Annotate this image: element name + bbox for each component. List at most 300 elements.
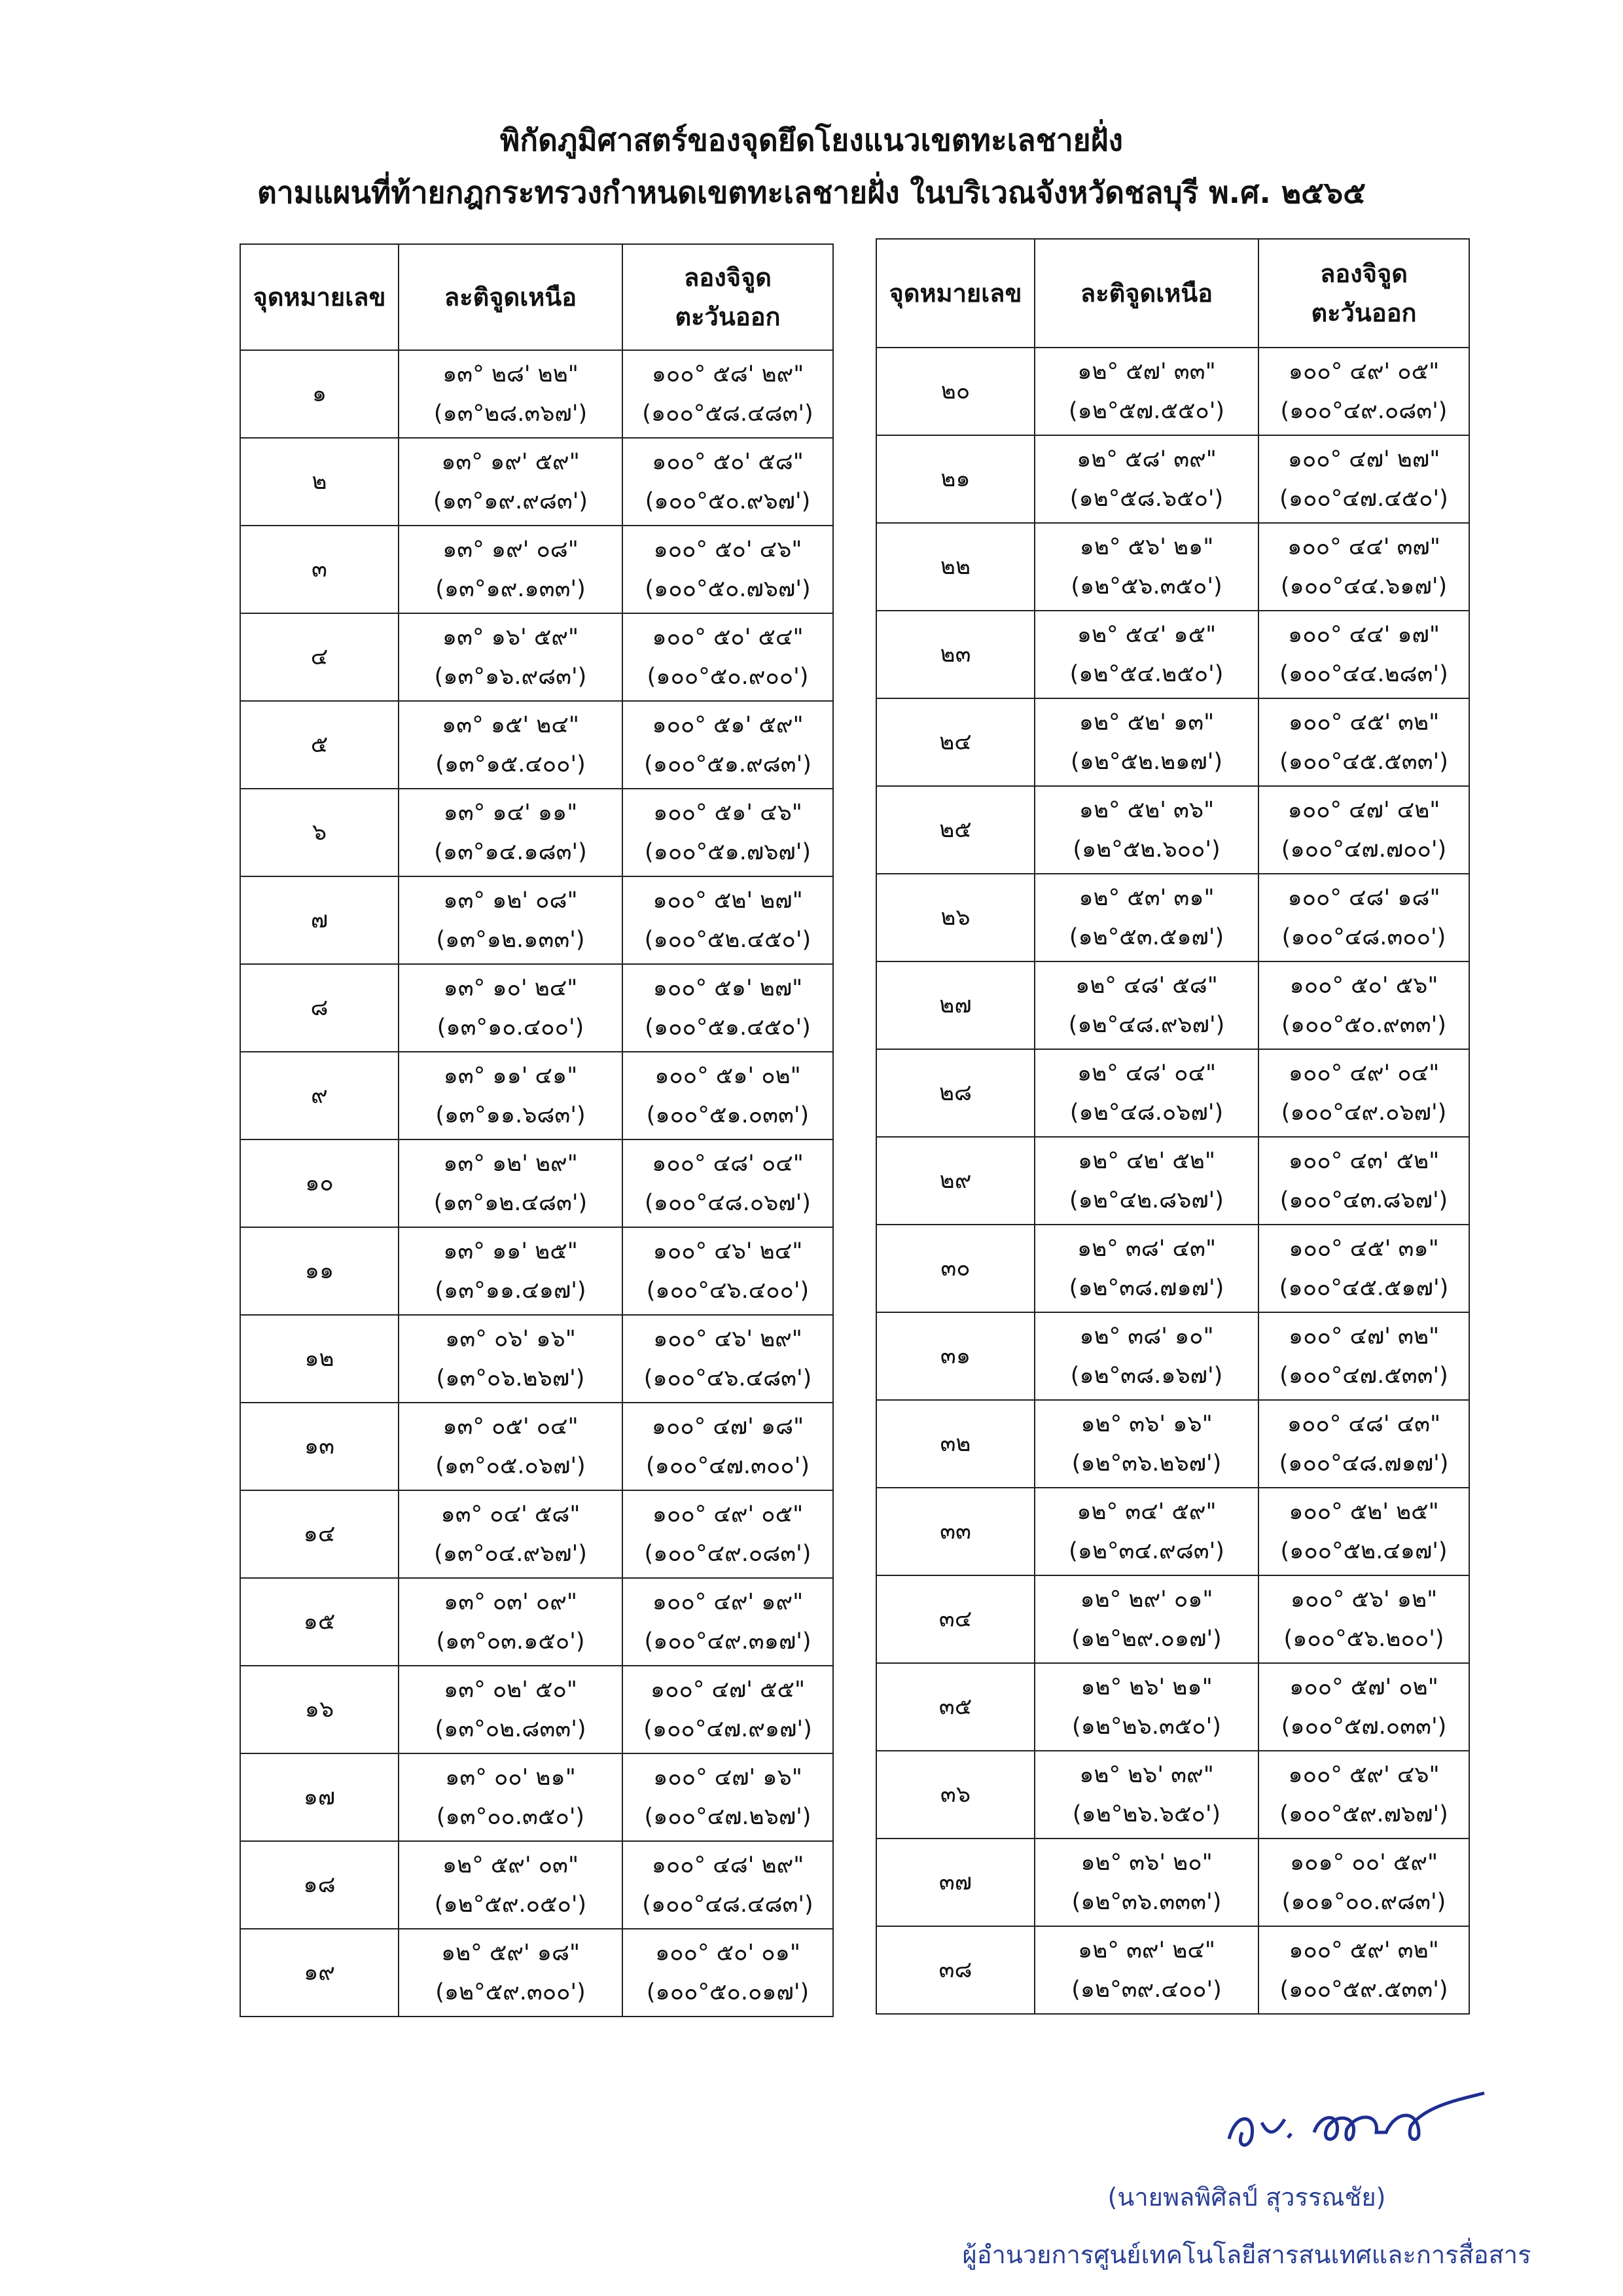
latitude-decimal-minutes: (๑๓°๐๖.๒๖๗') <box>436 1365 585 1391</box>
table-row <box>240 1227 833 1315</box>
table-row <box>876 1400 1469 1488</box>
longitude-cell <box>622 438 833 526</box>
longitude-dms: ๑๐๐° ๕๑' ๕๙" <box>652 712 804 738</box>
longitude-cell <box>1258 1312 1469 1400</box>
latitude-cell <box>1035 1751 1258 1839</box>
longitude-cell <box>622 350 833 438</box>
longitude-dms: ๑๐๐° ๕๖' ๑๒" <box>1290 1587 1438 1613</box>
table-row <box>876 961 1469 1049</box>
point-number-cell: ๑ <box>240 350 399 438</box>
latitude-dms: ๑๓° ๑๒' ๒๙" <box>443 1151 578 1177</box>
table-row <box>240 701 833 789</box>
longitude-dms: ๑๐๐° ๔๖' ๒๔" <box>652 1238 803 1265</box>
latitude-cell <box>1035 1225 1258 1312</box>
latitude-decimal-minutes: (๑๓°๑๐.๔๐๐') <box>437 1014 584 1041</box>
point-number-cell: ๑๘ <box>240 1841 399 1929</box>
point-number-cell: ๒๒ <box>876 523 1035 611</box>
latitude-cell <box>399 876 622 964</box>
longitude-dms: ๑๐๐° ๔๘' ๒๙" <box>651 1852 804 1878</box>
latitude-dms: ๑๒° ๓๔' ๕๙" <box>1077 1499 1217 1525</box>
header-latitude: ละติจูดเหนือ <box>1035 239 1258 348</box>
longitude-cell <box>622 613 833 701</box>
latitude-cell <box>399 438 622 526</box>
latitude-cell <box>1035 1137 1258 1225</box>
point-number-cell: ๑๓ <box>240 1403 399 1490</box>
longitude-cell <box>622 876 833 964</box>
latitude-cell <box>1035 1663 1258 1751</box>
latitude-dms: ๑๒° ๓๖' ๒๐" <box>1080 1850 1213 1876</box>
longitude-dms: ๑๐๐° ๔๓' ๕๒" <box>1288 1148 1440 1174</box>
latitude-dms: ๑๒° ๔๒' ๕๒" <box>1078 1148 1215 1174</box>
table-row <box>240 876 833 964</box>
longitude-cell <box>1258 1575 1469 1663</box>
longitude-cell <box>1258 1049 1469 1137</box>
longitude-dms: ๑๐๐° ๕๐' ๕๖" <box>1289 973 1438 999</box>
latitude-dms: ๑๒° ๕๙' ๐๓" <box>442 1852 579 1878</box>
table-row <box>240 1753 833 1841</box>
longitude-cell <box>1258 348 1469 435</box>
longitude-decimal-minutes: (๑๐๐°๔๔.๖๑๗') <box>1280 573 1448 600</box>
longitude-decimal-minutes: (๑๐๐°๕๑.๔๕๐') <box>645 1014 811 1041</box>
point-number-cell: ๑๔ <box>240 1490 399 1578</box>
longitude-decimal-minutes: (๑๐๐°๕๒.๔๑๗') <box>1280 1538 1448 1564</box>
table-row <box>876 786 1469 874</box>
point-number-cell: ๓๘ <box>876 1926 1035 2014</box>
longitude-decimal-minutes: (๑๐๐°๔๗.๙๑๗') <box>643 1716 812 1742</box>
longitude-dms: ๑๐๐° ๕๐' ๐๑" <box>655 1940 800 1966</box>
coordinates-table-left <box>240 243 834 2017</box>
longitude-dms: ๑๐๐° ๕๑' ๔๖" <box>653 800 802 826</box>
latitude-dms: ๑๓° ๑๔' ๑๑" <box>443 800 578 826</box>
longitude-decimal-minutes: (๑๐๐°๔๘.๗๑๗') <box>1279 1450 1449 1477</box>
longitude-decimal-minutes: (๑๐๐°๔๙.๐๘๓') <box>644 1541 812 1567</box>
latitude-decimal-minutes: (๑๓°๑๑.๔๑๗') <box>435 1278 586 1304</box>
longitude-decimal-minutes: (๑๐๐°๔๕.๕๓๓') <box>1279 749 1448 775</box>
longitude-decimal-minutes: (๑๐๐°๔๓.๘๖๗') <box>1279 1187 1448 1213</box>
latitude-dms: ๑๓° ๐๒' ๕๐" <box>444 1677 577 1703</box>
longitude-decimal-minutes: (๑๐๐°๕๗.๐๓๓') <box>1281 1713 1447 1740</box>
latitude-decimal-minutes: (๑๓°๒๘.๓๖๗') <box>433 401 588 427</box>
longitude-cell <box>1258 1137 1469 1225</box>
point-number-cell: ๖ <box>240 789 399 876</box>
header-longitude <box>622 244 833 350</box>
longitude-dms: ๑๐๐° ๔๘' ๐๔" <box>652 1151 804 1177</box>
latitude-decimal-minutes: (๑๓°๑๒.๔๘๓') <box>433 1190 588 1216</box>
longitude-dms: ๑๐๐° ๔๖' ๒๙" <box>653 1326 802 1352</box>
longitude-decimal-minutes: (๑๐๐°๔๖.๔๐๐') <box>646 1278 810 1304</box>
longitude-cell <box>622 1139 833 1227</box>
latitude-cell <box>1035 786 1258 874</box>
latitude-cell <box>1035 1049 1258 1137</box>
table-row <box>876 1751 1469 1839</box>
point-number-cell: ๓๖ <box>876 1751 1035 1839</box>
table-row <box>876 1839 1469 1926</box>
longitude-cell <box>1258 1225 1469 1312</box>
longitude-dms: ๑๐๐° ๕๐' ๕๘" <box>652 449 804 475</box>
table-row <box>240 1929 833 2017</box>
latitude-dms: ๑๒° ๕๘' ๓๙" <box>1077 446 1217 473</box>
point-number-cell: ๑๙ <box>240 1929 399 2017</box>
longitude-cell <box>622 701 833 789</box>
latitude-dms: ๑๒° ๕๔' ๑๕" <box>1077 622 1217 648</box>
longitude-decimal-minutes: (๑๐๐°๔๘.๔๘๓') <box>642 1892 813 1918</box>
latitude-dms: ๑๓° ๑๙' ๐๘" <box>442 537 579 563</box>
longitude-dms: ๑๐๐° ๔๔' ๓๗" <box>1287 534 1440 560</box>
longitude-dms: ๑๐๐° ๔๕' ๓๒" <box>1288 709 1440 736</box>
longitude-dms: ๑๐๐° ๔๕' ๓๑" <box>1289 1236 1439 1262</box>
table-header-row <box>240 244 833 350</box>
table-row <box>876 435 1469 523</box>
latitude-dms: ๑๓° ๐๔' ๕๘" <box>440 1501 580 1528</box>
latitude-decimal-minutes: (๑๒°๓๔.๙๘๓') <box>1069 1538 1224 1564</box>
latitude-cell <box>399 1403 622 1490</box>
signature-scribble <box>1222 2087 1497 2159</box>
point-number-cell: ๓๑ <box>876 1312 1035 1400</box>
latitude-cell <box>1035 1400 1258 1488</box>
longitude-decimal-minutes: (๑๐๐°๕๐.๙๖๗') <box>645 488 811 514</box>
table-row <box>876 1049 1469 1137</box>
latitude-dms: ๑๒° ๕๗' ๓๓" <box>1077 359 1216 385</box>
latitude-cell <box>1035 874 1258 961</box>
latitude-decimal-minutes: (๑๒°๕๖.๓๕๐') <box>1071 573 1222 600</box>
latitude-cell <box>1035 523 1258 611</box>
longitude-dms: ๑๐๐° ๔๗' ๒๗" <box>1287 446 1440 473</box>
longitude-cell <box>1258 1926 1469 2014</box>
latitude-cell <box>1035 961 1258 1049</box>
header-longitude-line1: ลองจิจูด <box>1320 259 1408 288</box>
table-row <box>240 964 833 1052</box>
latitude-dms: ๑๓° ๑๒' ๐๘" <box>443 888 578 914</box>
table-row <box>240 1403 833 1490</box>
longitude-cell <box>622 1490 833 1578</box>
latitude-cell <box>399 1753 622 1841</box>
point-number-cell: ๒๐ <box>876 348 1035 435</box>
latitude-cell <box>399 1227 622 1315</box>
longitude-decimal-minutes: (๑๐๐°๕๐.๐๑๗') <box>646 1979 810 2005</box>
longitude-cell <box>1258 523 1469 611</box>
longitude-decimal-minutes: (๑๐๐°๔๗.๔๕๐') <box>1279 486 1448 512</box>
latitude-decimal-minutes: (๑๓°๐๔.๙๖๗') <box>434 1541 587 1567</box>
longitude-dms: ๑๐๐° ๕๐' ๔๖" <box>653 537 802 563</box>
longitude-dms: ๑๐๐° ๕๒' ๒๕" <box>1289 1499 1439 1525</box>
point-number-cell: ๒๘ <box>876 1049 1035 1137</box>
latitude-dms: ๑๒° ๕๓' ๓๑" <box>1079 885 1215 911</box>
latitude-dms: ๑๒° ๓๘' ๔๓" <box>1077 1236 1217 1262</box>
latitude-decimal-minutes: (๑๒°๒๖.๖๕๐') <box>1072 1801 1221 1827</box>
latitude-dms: ๑๓° ๑๙' ๕๙" <box>441 449 580 475</box>
latitude-decimal-minutes: (๑๓°๑๔.๑๘๓') <box>434 839 587 865</box>
table-row <box>240 789 833 876</box>
longitude-dms: ๑๐๐° ๔๗' ๑๖" <box>653 1765 802 1791</box>
table-row <box>240 1315 833 1403</box>
header-longitude-line2: ตะวันออก <box>675 302 781 331</box>
longitude-decimal-minutes: (๑๐๐°๔๗.๒๖๗') <box>644 1804 812 1830</box>
longitude-cell <box>622 789 833 876</box>
point-number-cell: ๒๖ <box>876 874 1035 961</box>
point-number-cell: ๑๗ <box>240 1753 399 1841</box>
longitude-dms: ๑๐๐° ๕๐' ๕๔" <box>652 624 804 651</box>
header-longitude-line2: ตะวันออก <box>1311 298 1417 327</box>
point-number-cell: ๓๐ <box>876 1225 1035 1312</box>
longitude-dms: ๑๐๐° ๔๗' ๓๒" <box>1288 1323 1440 1350</box>
longitude-dms: ๑๐๐° ๔๙' ๐๕" <box>1288 359 1440 385</box>
latitude-dms: ๑๒° ๒๖' ๓๙" <box>1079 1762 1214 1788</box>
point-number-cell: ๕ <box>240 701 399 789</box>
document-title-line2: ตามแผนที่ท้ายกฎกระทรวงกำหนดเขตทะเลชายฝั่ง ในบริเวณจังหวัดชลบุรี พ.ศ. ๒๕๖๕ <box>257 175 1366 210</box>
point-number-cell: ๑๒ <box>240 1315 399 1403</box>
longitude-decimal-minutes: (๑๐๐°๔๘.๐๖๗') <box>645 1190 811 1216</box>
table-row <box>240 1139 833 1227</box>
table-row <box>876 1663 1469 1751</box>
longitude-decimal-minutes: (๑๐๐°๕๘.๔๘๓') <box>642 401 813 427</box>
latitude-cell <box>399 964 622 1052</box>
point-number-cell: ๔ <box>240 613 399 701</box>
latitude-decimal-minutes: (๑๒°๕๓.๕๑๗') <box>1069 924 1224 950</box>
longitude-decimal-minutes: (๑๐๐°๕๑.๙๘๓') <box>644 751 812 778</box>
latitude-dms: ๑๒° ๔๘' ๐๔" <box>1077 1060 1217 1086</box>
longitude-decimal-minutes: (๑๐๐°๕๐.๙๐๐') <box>647 664 809 690</box>
longitude-cell <box>1258 786 1469 874</box>
header-longitude-line1: ลองจิจูด <box>684 263 772 292</box>
latitude-cell <box>1035 1488 1258 1575</box>
latitude-cell <box>399 789 622 876</box>
latitude-decimal-minutes: (๑๓°๐๕.๐๖๗') <box>435 1453 586 1479</box>
latitude-cell <box>1035 611 1258 698</box>
longitude-dms: ๑๐๐° ๕๙' ๔๖" <box>1288 1762 1440 1788</box>
latitude-decimal-minutes: (๑๒°๓๙.๔๐๐') <box>1071 1977 1222 2003</box>
point-number-cell: ๑๕ <box>240 1578 399 1666</box>
longitude-dms: ๑๐๐° ๕๑' ๐๒" <box>654 1063 801 1089</box>
longitude-decimal-minutes: (๑๐๐°๕๑.๐๓๓') <box>646 1102 810 1128</box>
table-row <box>240 1578 833 1666</box>
latitude-decimal-minutes: (๑๓°๑๕.๔๐๐') <box>435 751 586 778</box>
latitude-cell <box>399 1841 622 1929</box>
latitude-decimal-minutes: (๑๓°๑๖.๙๘๓') <box>434 664 587 690</box>
latitude-decimal-minutes: (๑๓°๐๓.๑๕๐') <box>436 1628 585 1655</box>
longitude-dms: ๑๐๐° ๔๘' ๔๓" <box>1287 1411 1441 1437</box>
table-header-row <box>876 239 1469 348</box>
latitude-dms: ๑๓° ๐๖' ๑๖" <box>445 1326 576 1352</box>
table-row <box>240 1490 833 1578</box>
latitude-dms: ๑๒° ๔๘' ๕๘" <box>1075 973 1218 999</box>
latitude-cell <box>1035 1312 1258 1400</box>
longitude-dms: ๑๐๐° ๕๑' ๒๗" <box>652 975 803 1001</box>
longitude-cell <box>622 1929 833 2017</box>
table-row <box>876 1312 1469 1400</box>
longitude-dms: ๑๐๑° ๐๐' ๕๙" <box>1289 1850 1438 1876</box>
latitude-cell <box>399 1929 622 2017</box>
latitude-decimal-minutes: (๑๒°๒๙.๐๑๗') <box>1071 1626 1222 1652</box>
longitude-dms: ๑๐๐° ๔๗' ๔๒" <box>1287 797 1440 823</box>
header-point-number: จุดหมายเลข <box>876 239 1035 348</box>
latitude-cell <box>399 526 622 613</box>
latitude-decimal-minutes: (๑๒°๓๖.๒๖๗') <box>1071 1450 1222 1477</box>
latitude-decimal-minutes: (๑๒°๕๘.๖๕๐') <box>1069 486 1224 512</box>
longitude-decimal-minutes: (๑๐๐°๔๗.๓๐๐') <box>646 1453 810 1479</box>
longitude-decimal-minutes: (๑๐๐°๔๔.๒๘๓') <box>1279 661 1448 687</box>
longitude-decimal-minutes: (๑๐๐°๕๑.๗๖๗') <box>644 839 812 865</box>
table-row <box>876 523 1469 611</box>
longitude-decimal-minutes: (๑๐๐°๔๙.๐๖๗') <box>1281 1100 1447 1126</box>
table-row <box>876 611 1469 698</box>
point-number-cell: ๑๑ <box>240 1227 399 1315</box>
latitude-cell <box>1035 1839 1258 1926</box>
table-row <box>876 1575 1469 1663</box>
table-row <box>240 350 833 438</box>
latitude-decimal-minutes: (๑๓°๑๒.๑๓๓') <box>436 927 585 953</box>
longitude-cell <box>622 1841 833 1929</box>
latitude-decimal-minutes: (๑๓°๐๒.๘๓๓') <box>435 1716 586 1742</box>
longitude-dms: ๑๐๐° ๔๗' ๕๕" <box>650 1677 806 1703</box>
point-number-cell: ๓๕ <box>876 1663 1035 1751</box>
latitude-cell <box>399 1315 622 1403</box>
longitude-dms: ๑๐๐° ๕๙' ๓๒" <box>1289 1937 1439 1964</box>
latitude-dms: ๑๒° ๕๖' ๒๑" <box>1079 534 1214 560</box>
latitude-decimal-minutes: (๑๒°๕๒.๒๑๗') <box>1070 749 1222 775</box>
longitude-dms: ๑๐๐° ๔๙' ๐๔" <box>1288 1060 1440 1086</box>
longitude-cell <box>622 964 833 1052</box>
point-number-cell: ๑๖ <box>240 1666 399 1753</box>
longitude-decimal-minutes: (๑๐๐°๕๙.๕๓๓') <box>1279 1977 1448 2003</box>
point-number-cell: ๗ <box>240 876 399 964</box>
longitude-cell <box>1258 1400 1469 1488</box>
longitude-dms: ๑๐๐° ๕๘' ๒๙" <box>651 361 804 387</box>
latitude-decimal-minutes: (๑๒°๕๔.๒๕๐') <box>1069 661 1224 687</box>
latitude-decimal-minutes: (๑๓°๑๑.๖๘๓') <box>435 1102 586 1128</box>
longitude-cell <box>1258 1839 1469 1926</box>
latitude-cell <box>399 613 622 701</box>
longitude-decimal-minutes: (๑๐๐°๔๙.๓๑๗') <box>644 1628 812 1655</box>
latitude-cell <box>399 1666 622 1753</box>
point-number-cell: ๒ <box>240 438 399 526</box>
longitude-cell <box>1258 874 1469 961</box>
latitude-cell <box>1035 1926 1258 2014</box>
latitude-decimal-minutes: (๑๒°๓๘.๑๖๗') <box>1070 1363 1223 1389</box>
latitude-dms: ๑๓° ๒๘' ๒๒" <box>442 361 579 387</box>
latitude-decimal-minutes: (๑๒°๓๖.๓๓๓') <box>1071 1889 1222 1915</box>
latitude-dms: ๑๒° ๕๙' ๑๘" <box>440 1940 580 1966</box>
table-body-right <box>876 348 1469 2014</box>
longitude-cell <box>622 1315 833 1403</box>
longitude-decimal-minutes: (๑๐๐°๔๖.๔๘๓') <box>643 1365 812 1391</box>
coordinates-table-right <box>876 238 1470 2015</box>
longitude-decimal-minutes: (๑๐๐°๔๗.๗๐๐') <box>1281 836 1447 863</box>
longitude-decimal-minutes: (๑๐๐°๕๐.๗๖๗') <box>645 576 811 602</box>
latitude-decimal-minutes: (๑๒°๕๙.๓๐๐') <box>435 1979 586 2005</box>
latitude-decimal-minutes: (๑๒°๔๘.๙๖๗') <box>1068 1012 1225 1038</box>
latitude-decimal-minutes: (๑๓°๑๙.๑๓๓') <box>435 576 586 602</box>
latitude-cell <box>399 1578 622 1666</box>
latitude-dms: ๑๒° ๓๙' ๒๔" <box>1078 1937 1215 1964</box>
longitude-dms: ๑๐๐° ๔๙' ๑๙" <box>652 1589 804 1615</box>
latitude-dms: ๑๓° ๑๑' ๒๕" <box>443 1238 578 1265</box>
latitude-dms: ๑๒° ๕๒' ๑๓" <box>1079 709 1215 736</box>
table-row <box>240 1666 833 1753</box>
point-number-cell: ๙ <box>240 1052 399 1139</box>
longitude-cell <box>622 1666 833 1753</box>
longitude-cell <box>1258 698 1469 786</box>
signatory-name: (นายพลพิศิลป์ สุวรรณชัย) <box>1107 2183 1386 2212</box>
longitude-cell <box>1258 961 1469 1049</box>
point-number-cell: ๘ <box>240 964 399 1052</box>
table-row <box>240 1052 833 1139</box>
longitude-cell <box>622 1403 833 1490</box>
latitude-cell <box>399 1052 622 1139</box>
longitude-cell <box>622 526 833 613</box>
latitude-dms: ๑๓° ๑๐' ๒๔" <box>443 975 578 1001</box>
latitude-dms: ๑๒° ๕๒' ๓๖" <box>1079 797 1215 823</box>
latitude-cell <box>1035 348 1258 435</box>
latitude-dms: ๑๓° ๑๑' ๔๑" <box>443 1063 578 1089</box>
latitude-decimal-minutes: (๑๒°๕๒.๖๐๐') <box>1073 836 1221 863</box>
longitude-dms: ๑๐๐° ๔๔' ๑๗" <box>1288 622 1440 648</box>
table-body-left <box>240 350 833 2017</box>
signatory-position: ผู้อำนวยการศูนย์เทคโนโลยีสารสนเทศและการสื่อสาร <box>962 2240 1531 2269</box>
latitude-dms: ๑๓° ๑๖' ๕๙" <box>442 624 579 651</box>
latitude-cell <box>399 1490 622 1578</box>
table-row <box>240 438 833 526</box>
latitude-cell <box>1035 1575 1258 1663</box>
latitude-decimal-minutes: (๑๒°๔๒.๘๖๗') <box>1069 1187 1224 1213</box>
longitude-decimal-minutes: (๑๐๐°๔๙.๐๘๓') <box>1280 398 1448 424</box>
latitude-decimal-minutes: (๑๒°๓๘.๗๑๗') <box>1069 1275 1224 1301</box>
point-number-cell: ๑๐ <box>240 1139 399 1227</box>
table-row <box>876 1488 1469 1575</box>
latitude-dms: ๑๒° ๒๖' ๒๑" <box>1080 1674 1213 1700</box>
point-number-cell: ๒๓ <box>876 611 1035 698</box>
point-number-cell: ๓๓ <box>876 1488 1035 1575</box>
longitude-cell <box>1258 435 1469 523</box>
document-title-line1: พิกัดภูมิศาสตร์ของจุดยึดโยงแนวเขตทะเลชายฝั่ง <box>499 122 1123 158</box>
point-number-cell: ๓๗ <box>876 1839 1035 1926</box>
longitude-cell <box>1258 611 1469 698</box>
longitude-decimal-minutes: (๑๐๐°๕๙.๗๖๗') <box>1279 1801 1448 1827</box>
longitude-decimal-minutes: (๑๐๐°๔๗.๕๓๓') <box>1279 1363 1448 1389</box>
latitude-dms: ๑๓° ๐๕' ๐๔" <box>442 1414 579 1440</box>
longitude-cell <box>1258 1751 1469 1839</box>
longitude-cell <box>1258 1663 1469 1751</box>
latitude-cell <box>1035 435 1258 523</box>
longitude-dms: ๑๐๐° ๔๗' ๑๘" <box>651 1414 804 1440</box>
latitude-decimal-minutes: (๑๓°๑๙.๙๘๓') <box>433 488 588 514</box>
header-point-number: จุดหมายเลข <box>240 244 399 350</box>
latitude-decimal-minutes: (๑๒°๒๖.๓๕๐') <box>1072 1713 1221 1740</box>
latitude-decimal-minutes: (๑๓°๐๐.๓๕๐') <box>436 1804 585 1830</box>
longitude-dms: ๑๐๐° ๕๗' ๐๒" <box>1289 1674 1438 1700</box>
point-number-cell: ๒๙ <box>876 1137 1035 1225</box>
latitude-dms: ๑๓° ๑๕' ๒๔" <box>442 712 579 738</box>
longitude-cell <box>622 1753 833 1841</box>
latitude-cell <box>399 350 622 438</box>
point-number-cell: ๓๒ <box>876 1400 1035 1488</box>
latitude-dms: ๑๒° ๓๖' ๑๖" <box>1080 1411 1213 1437</box>
table-row <box>876 1926 1469 2014</box>
latitude-dms: ๑๓° ๐๓' ๐๙" <box>444 1589 577 1615</box>
latitude-decimal-minutes: (๑๒°๕๙.๐๕๐') <box>434 1892 587 1918</box>
longitude-decimal-minutes: (๑๐๐°๔๕.๕๑๗') <box>1279 1275 1449 1301</box>
longitude-dms: ๑๐๐° ๔๙' ๐๕" <box>652 1501 804 1528</box>
latitude-decimal-minutes: (๑๒°๔๘.๐๖๗') <box>1069 1100 1224 1126</box>
latitude-cell <box>399 1139 622 1227</box>
longitude-cell <box>622 1052 833 1139</box>
table-row <box>876 1137 1469 1225</box>
longitude-dms: ๑๐๐° ๕๒' ๒๗" <box>652 888 803 914</box>
table-row <box>876 874 1469 961</box>
longitude-decimal-minutes: (๑๐๐°๕๖.๒๐๐') <box>1283 1626 1444 1652</box>
table-row <box>240 1841 833 1929</box>
table-row <box>876 698 1469 786</box>
longitude-cell <box>1258 1488 1469 1575</box>
